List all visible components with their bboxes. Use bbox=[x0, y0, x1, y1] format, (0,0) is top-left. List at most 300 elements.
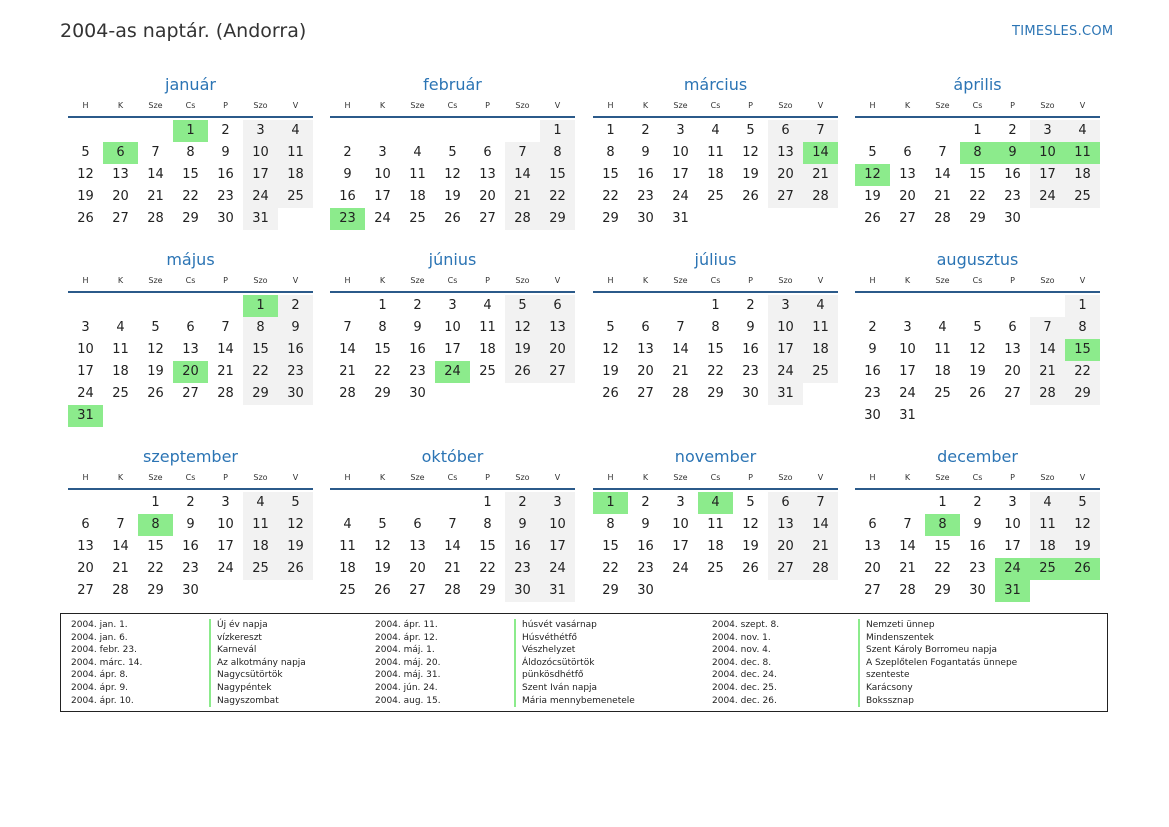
day-grid bbox=[593, 295, 838, 405]
weekday-label: Szo bbox=[1040, 101, 1055, 110]
day-cell: 14 bbox=[147, 167, 164, 182]
day-cell: 29 bbox=[479, 583, 496, 598]
weekday-label: P bbox=[1010, 276, 1015, 285]
weekday-label: P bbox=[1010, 473, 1015, 482]
weekday-label: K bbox=[117, 101, 124, 110]
holiday-date: 2004. máj. 1. bbox=[375, 645, 435, 656]
day-cell: 1 bbox=[483, 495, 492, 510]
weekday-label: Sze bbox=[673, 101, 688, 110]
day-grid bbox=[330, 295, 575, 405]
weekday-label: Cs bbox=[447, 473, 458, 482]
holiday-name: Húsvéthétfő bbox=[514, 632, 635, 645]
day-cell: 10 bbox=[672, 145, 689, 160]
day-cell: 6 bbox=[903, 145, 912, 160]
day-cell: 14 bbox=[934, 167, 951, 182]
day-cell: 4 bbox=[413, 145, 422, 160]
day-cell: 29 bbox=[182, 211, 199, 226]
day-cell: 27 bbox=[768, 186, 803, 208]
day-cell: 6 bbox=[868, 517, 877, 532]
holiday-day: 15 bbox=[1065, 339, 1100, 361]
day-cell: 27 bbox=[768, 558, 803, 580]
day-cell: 26 bbox=[602, 386, 619, 401]
weekday-label: Szo bbox=[778, 473, 793, 482]
day-cell: 19 bbox=[864, 189, 881, 204]
day-cell: 24 bbox=[374, 211, 391, 226]
legend-name-column bbox=[209, 619, 306, 707]
day-cell: 15 bbox=[147, 539, 164, 554]
holiday-date: 2004. aug. 15. bbox=[375, 695, 441, 706]
weekday-label: P bbox=[223, 101, 228, 110]
holiday-name: Új év napja bbox=[209, 619, 306, 632]
day-cell: 29 bbox=[969, 211, 986, 226]
holiday-day: 1 bbox=[593, 492, 628, 514]
day-cell: 4 bbox=[938, 320, 947, 335]
day-cell: 16 bbox=[637, 167, 654, 182]
day-cell: 18 bbox=[339, 561, 356, 576]
day-cell: 11 bbox=[243, 514, 278, 536]
day-cell: 20 bbox=[112, 189, 129, 204]
day-cell: 24 bbox=[768, 361, 803, 383]
day-cell: 17 bbox=[444, 342, 461, 357]
day-cell: 26 bbox=[147, 386, 164, 401]
day-cell: 6 bbox=[641, 320, 650, 335]
day-cell: 15 bbox=[540, 164, 575, 186]
weekday-label: Szo bbox=[1040, 276, 1055, 285]
weekday-header bbox=[593, 468, 838, 490]
holiday-name: Nagycsütörtök bbox=[209, 669, 306, 682]
day-cell: 14 bbox=[672, 342, 689, 357]
weekday-header bbox=[68, 271, 313, 293]
day-cell: 5 bbox=[973, 320, 982, 335]
weekday-header bbox=[593, 271, 838, 293]
day-cell: 23 bbox=[637, 561, 654, 576]
day-cell: 20 bbox=[768, 536, 803, 558]
day-cell: 2 bbox=[343, 145, 352, 160]
weekday-label: Cs bbox=[185, 473, 196, 482]
day-cell: 26 bbox=[742, 561, 759, 576]
day-cell: 11 bbox=[707, 517, 724, 532]
day-cell: 5 bbox=[448, 145, 457, 160]
day-cell: 16 bbox=[505, 536, 540, 558]
day-cell: 3 bbox=[676, 495, 685, 510]
day-cell: 28 bbox=[112, 583, 129, 598]
day-cell: 21 bbox=[339, 364, 356, 379]
day-cell: 7 bbox=[803, 492, 838, 514]
day-cell: 26 bbox=[374, 583, 391, 598]
month-name: június bbox=[428, 250, 477, 269]
day-cell: 24 bbox=[217, 561, 234, 576]
day-cell: 13 bbox=[899, 167, 916, 182]
day-cell: 3 bbox=[676, 123, 685, 138]
weekday-label: Cs bbox=[972, 276, 983, 285]
day-cell: 11 bbox=[112, 342, 129, 357]
day-cell: 27 bbox=[899, 211, 916, 226]
day-cell: 13 bbox=[182, 342, 199, 357]
day-cell: 7 bbox=[676, 320, 685, 335]
day-cell: 22 bbox=[479, 561, 496, 576]
day-cell: 23 bbox=[217, 189, 234, 204]
day-cell: 28 bbox=[147, 211, 164, 226]
day-cell: 20 bbox=[637, 364, 654, 379]
weekday-label: K bbox=[379, 276, 386, 285]
day-cell: 7 bbox=[903, 517, 912, 532]
day-cell: 3 bbox=[221, 495, 230, 510]
holiday-date: 2004. dec. 24. bbox=[712, 670, 777, 681]
day-cell: 31 bbox=[768, 383, 803, 405]
weekday-label: Sze bbox=[410, 473, 425, 482]
day-cell: 1 bbox=[938, 495, 947, 510]
weekday-label: H bbox=[82, 473, 89, 482]
day-cell: 1 bbox=[606, 123, 615, 138]
day-cell: 27 bbox=[864, 583, 881, 598]
day-cell: 18 bbox=[934, 364, 951, 379]
day-cell: 11 bbox=[803, 317, 838, 339]
day-cell: 17 bbox=[672, 167, 689, 182]
empty-cell bbox=[435, 492, 470, 514]
weekday-label: H bbox=[869, 473, 876, 482]
day-cell: 21 bbox=[672, 364, 689, 379]
day-cell: 2 bbox=[413, 298, 422, 313]
holiday-name: vízkereszt bbox=[209, 632, 306, 645]
day-cell: 13 bbox=[77, 539, 94, 554]
day-cell: 3 bbox=[1008, 495, 1017, 510]
weekday-label: Sze bbox=[935, 473, 950, 482]
day-cell: 8 bbox=[243, 317, 278, 339]
holiday-name: Nagypéntek bbox=[209, 682, 306, 695]
holiday-date: 2004. dec. 26. bbox=[712, 695, 777, 706]
weekday-label: H bbox=[607, 101, 614, 110]
empty-cell bbox=[890, 120, 925, 142]
weekday-label: Sze bbox=[148, 101, 163, 110]
day-cell: 15 bbox=[243, 339, 278, 361]
weekday-label: K bbox=[379, 101, 386, 110]
day-cell: 15 bbox=[707, 342, 724, 357]
day-cell: 5 bbox=[868, 145, 877, 160]
day-cell: 10 bbox=[768, 317, 803, 339]
empty-cell bbox=[330, 492, 365, 514]
day-cell: 19 bbox=[77, 189, 94, 204]
day-cell: 29 bbox=[602, 211, 619, 226]
day-cell: 3 bbox=[540, 492, 575, 514]
day-cell: 30 bbox=[637, 211, 654, 226]
day-cell: 1 bbox=[378, 298, 387, 313]
weekday-label: V bbox=[817, 101, 824, 110]
holiday-name: Karácsony bbox=[858, 682, 1017, 695]
day-cell: 23 bbox=[182, 561, 199, 576]
holiday-day: 14 bbox=[803, 142, 838, 164]
day-cell: 8 bbox=[606, 145, 615, 160]
empty-cell bbox=[138, 120, 173, 142]
weekday-label: H bbox=[607, 473, 614, 482]
day-cell: 24 bbox=[243, 186, 278, 208]
day-cell: 5 bbox=[81, 145, 90, 160]
month-name: március bbox=[683, 75, 748, 94]
day-cell: 6 bbox=[768, 120, 803, 142]
day-cell: 16 bbox=[217, 167, 234, 182]
day-cell: 4 bbox=[278, 120, 313, 142]
empty-cell bbox=[208, 295, 243, 317]
day-cell: 5 bbox=[746, 123, 755, 138]
holiday-name: Szent Károly Borromeu napja bbox=[858, 644, 1017, 657]
holiday-date: 2004. ápr. 8. bbox=[71, 670, 129, 681]
day-grid bbox=[855, 120, 1100, 230]
day-cell: 28 bbox=[217, 386, 234, 401]
holiday-name: húsvét vasárnap bbox=[514, 619, 635, 632]
holiday-day: 23 bbox=[330, 208, 365, 230]
day-cell: 15 bbox=[374, 342, 391, 357]
month-calendar bbox=[68, 446, 313, 602]
day-cell: 4 bbox=[1065, 120, 1100, 142]
day-cell: 13 bbox=[479, 167, 496, 182]
day-grid bbox=[855, 492, 1100, 602]
day-cell: 17 bbox=[1004, 539, 1021, 554]
day-cell: 14 bbox=[444, 539, 461, 554]
weekday-label: Sze bbox=[148, 276, 163, 285]
day-cell: 22 bbox=[182, 189, 199, 204]
day-cell: 26 bbox=[969, 386, 986, 401]
day-cell: 11 bbox=[409, 167, 426, 182]
day-cell: 29 bbox=[374, 386, 391, 401]
day-cell: 17 bbox=[899, 364, 916, 379]
weekday-label: Cs bbox=[447, 101, 458, 110]
day-cell: 16 bbox=[969, 539, 986, 554]
weekday-label: P bbox=[748, 473, 753, 482]
month-name: május bbox=[166, 250, 215, 269]
holiday-name: Nemzeti ünnep bbox=[858, 619, 1017, 632]
day-cell: 29 bbox=[934, 583, 951, 598]
day-cell: 17 bbox=[243, 164, 278, 186]
empty-cell bbox=[400, 492, 435, 514]
day-cell: 28 bbox=[672, 386, 689, 401]
weekday-label: P bbox=[748, 276, 753, 285]
weekday-header bbox=[68, 468, 313, 490]
day-cell: 22 bbox=[1065, 361, 1100, 383]
day-cell: 9 bbox=[505, 514, 540, 536]
day-cell: 21 bbox=[444, 561, 461, 576]
empty-cell bbox=[103, 492, 138, 514]
day-cell: 25 bbox=[278, 186, 313, 208]
empty-cell bbox=[470, 120, 505, 142]
legend-date-column bbox=[375, 619, 441, 707]
day-cell: 27 bbox=[637, 386, 654, 401]
holiday-day: 1 bbox=[243, 295, 278, 317]
day-cell: 17 bbox=[768, 339, 803, 361]
day-cell: 8 bbox=[378, 320, 387, 335]
day-cell: 27 bbox=[540, 361, 575, 383]
legend-date-column bbox=[71, 619, 142, 707]
day-cell: 9 bbox=[221, 145, 230, 160]
weekday-label: H bbox=[82, 276, 89, 285]
weekday-label: P bbox=[748, 101, 753, 110]
month-calendar bbox=[593, 446, 838, 602]
day-cell: 29 bbox=[540, 208, 575, 230]
day-cell: 26 bbox=[278, 558, 313, 580]
day-cell: 3 bbox=[378, 145, 387, 160]
weekday-label: K bbox=[904, 473, 911, 482]
day-cell: 23 bbox=[505, 558, 540, 580]
day-cell: 21 bbox=[934, 189, 951, 204]
day-cell: 10 bbox=[243, 142, 278, 164]
month-name: szeptember bbox=[142, 447, 238, 466]
day-cell: 27 bbox=[77, 583, 94, 598]
day-cell: 20 bbox=[1004, 364, 1021, 379]
day-cell: 18 bbox=[803, 339, 838, 361]
day-cell: 17 bbox=[217, 539, 234, 554]
day-cell: 12 bbox=[77, 167, 94, 182]
weekday-label: V bbox=[292, 473, 299, 482]
empty-cell bbox=[330, 295, 365, 317]
weekday-header bbox=[855, 468, 1100, 490]
holiday-legend bbox=[60, 613, 1108, 712]
day-cell: 6 bbox=[1008, 320, 1017, 335]
holiday-date: 2004. nov. 4. bbox=[712, 645, 771, 656]
day-cell: 10 bbox=[540, 514, 575, 536]
day-cell: 12 bbox=[602, 342, 619, 357]
day-cell: 14 bbox=[217, 342, 234, 357]
empty-cell bbox=[400, 120, 435, 142]
day-cell: 3 bbox=[448, 298, 457, 313]
empty-cell bbox=[68, 120, 103, 142]
day-cell: 9 bbox=[641, 145, 650, 160]
day-cell: 21 bbox=[899, 561, 916, 576]
day-cell: 12 bbox=[147, 342, 164, 357]
day-cell: 30 bbox=[278, 383, 313, 405]
month-calendar bbox=[68, 74, 313, 230]
weekday-label: Sze bbox=[935, 276, 950, 285]
holiday-day: 8 bbox=[960, 142, 995, 164]
day-cell: 11 bbox=[479, 320, 496, 335]
holiday-date: 2004. jan. 1. bbox=[71, 620, 128, 630]
weekday-label: Szo bbox=[253, 101, 268, 110]
weekday-label: V bbox=[1079, 276, 1086, 285]
weekday-label: Sze bbox=[673, 473, 688, 482]
day-cell: 11 bbox=[934, 342, 951, 357]
day-grid bbox=[593, 492, 838, 602]
holiday-date: 2004. ápr. 11. bbox=[375, 620, 438, 630]
day-cell: 18 bbox=[278, 164, 313, 186]
day-cell: 5 bbox=[746, 495, 755, 510]
holiday-date: 2004. nov. 1. bbox=[712, 632, 771, 643]
day-cell: 24 bbox=[77, 386, 94, 401]
day-cell: 15 bbox=[479, 539, 496, 554]
day-cell: 9 bbox=[343, 167, 352, 182]
holiday-day: 25 bbox=[1030, 558, 1065, 580]
day-cell: 25 bbox=[707, 189, 724, 204]
day-cell: 25 bbox=[112, 386, 129, 401]
day-cell: 21 bbox=[217, 364, 234, 379]
empty-cell bbox=[995, 295, 1030, 317]
day-cell: 26 bbox=[864, 211, 881, 226]
day-cell: 12 bbox=[505, 317, 540, 339]
day-cell: 7 bbox=[343, 320, 352, 335]
day-cell: 28 bbox=[899, 583, 916, 598]
day-cell: 19 bbox=[602, 364, 619, 379]
month-calendar bbox=[593, 74, 838, 230]
holiday-date: 2004. jún. 24. bbox=[375, 682, 438, 693]
month-calendar bbox=[593, 249, 838, 405]
day-cell: 31 bbox=[540, 580, 575, 602]
weekday-label: K bbox=[117, 276, 124, 285]
day-grid bbox=[330, 492, 575, 602]
day-cell: 3 bbox=[243, 120, 278, 142]
day-cell: 15 bbox=[934, 539, 951, 554]
day-cell: 4 bbox=[483, 298, 492, 313]
day-cell: 18 bbox=[707, 539, 724, 554]
month-name: február bbox=[423, 75, 482, 94]
day-cell: 7 bbox=[1030, 317, 1065, 339]
holiday-name: Az alkotmány napja bbox=[209, 657, 306, 670]
day-grid bbox=[330, 120, 575, 230]
day-cell: 17 bbox=[77, 364, 94, 379]
day-cell: 16 bbox=[182, 539, 199, 554]
weekday-label: Szo bbox=[778, 276, 793, 285]
day-cell: 10 bbox=[672, 517, 689, 532]
day-cell: 19 bbox=[278, 536, 313, 558]
day-cell: 21 bbox=[112, 561, 129, 576]
weekday-label: P bbox=[1010, 101, 1015, 110]
day-cell: 6 bbox=[768, 492, 803, 514]
day-cell: 20 bbox=[864, 561, 881, 576]
holiday-name: Mindenszentek bbox=[858, 632, 1017, 645]
day-cell: 30 bbox=[1004, 211, 1021, 226]
holiday-date: 2004. ápr. 9. bbox=[71, 682, 129, 693]
day-cell: 13 bbox=[112, 167, 129, 182]
day-cell: 17 bbox=[672, 539, 689, 554]
day-cell: 7 bbox=[505, 142, 540, 164]
weekday-label: Sze bbox=[148, 473, 163, 482]
day-cell: 27 bbox=[1004, 386, 1021, 401]
weekday-label: H bbox=[344, 473, 351, 482]
day-cell: 12 bbox=[374, 539, 391, 554]
month-calendar bbox=[330, 446, 575, 602]
weekday-header bbox=[330, 468, 575, 490]
weekday-label: V bbox=[817, 473, 824, 482]
day-cell: 9 bbox=[973, 517, 982, 532]
weekday-label: K bbox=[642, 473, 649, 482]
day-cell: 8 bbox=[483, 517, 492, 532]
day-cell: 28 bbox=[505, 208, 540, 230]
day-cell: 13 bbox=[768, 142, 803, 164]
day-cell: 7 bbox=[938, 145, 947, 160]
day-cell: 2 bbox=[221, 123, 230, 138]
weekday-label: V bbox=[1079, 101, 1086, 110]
weekday-label: Szo bbox=[515, 101, 530, 110]
weekday-label: V bbox=[292, 276, 299, 285]
weekday-label: Szo bbox=[515, 473, 530, 482]
holiday-date: 2004. dec. 8. bbox=[712, 657, 772, 668]
day-cell: 8 bbox=[186, 145, 195, 160]
month-calendar bbox=[330, 74, 575, 230]
day-cell: 20 bbox=[899, 189, 916, 204]
day-cell: 22 bbox=[602, 561, 619, 576]
weekday-label: V bbox=[292, 101, 299, 110]
day-cell: 11 bbox=[707, 145, 724, 160]
day-cell: 1 bbox=[711, 298, 720, 313]
day-cell: 25 bbox=[934, 386, 951, 401]
day-grid bbox=[593, 120, 838, 230]
day-cell: 29 bbox=[147, 583, 164, 598]
day-cell: 25 bbox=[409, 211, 426, 226]
day-cell: 27 bbox=[409, 583, 426, 598]
day-cell: 12 bbox=[278, 514, 313, 536]
day-cell: 3 bbox=[81, 320, 90, 335]
brand-link[interactable]: TIMESLES.COM bbox=[1012, 24, 1114, 39]
day-cell: 25 bbox=[803, 361, 838, 383]
day-cell: 21 bbox=[803, 164, 838, 186]
holiday-name: Nagyszombat bbox=[209, 695, 306, 708]
holiday-date: 2004. szept. 8. bbox=[712, 620, 780, 630]
day-cell: 23 bbox=[278, 361, 313, 383]
